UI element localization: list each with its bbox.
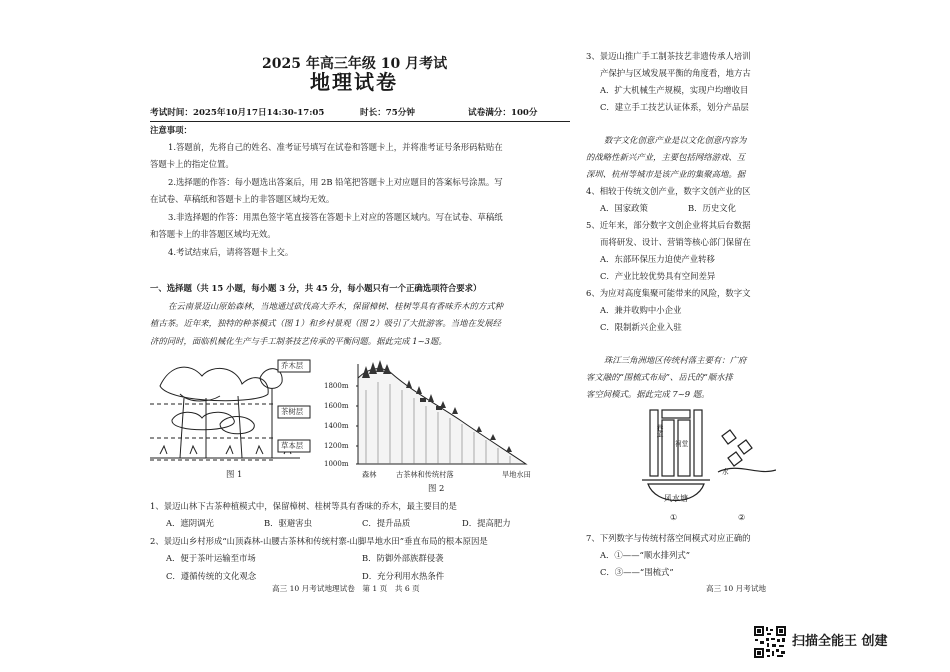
diagram-label-1: ① [670,513,678,522]
figure-2-caption: 图 2 [428,483,445,493]
diagram-label-lane: 巷道 [655,424,663,438]
q1-option-c: C．提升品质 [362,518,411,528]
exam-time: 考试时间：2025年10月17日14:30-17:05 [150,108,325,118]
q2-option-c: C．遵循传统的文化观念 [166,571,257,581]
q7-option-a: A．①——“顺水排列式” [600,550,690,560]
q1-option-d: D．提高肥力 [462,518,511,528]
q5-option-c: C．产业比较优势具有空间差异 [600,271,716,281]
diagram-label-pond: 风水塘 [664,494,688,503]
diagram-label-water: 水 [722,468,729,476]
altitude-label: 1000m [324,460,349,468]
page-footer-right: 高三 10 月考试地 [706,584,767,593]
zone-label-forest: 森林 [362,470,377,479]
question-2-stem: 2、景迈山乡村形成“山顶森林-山腰古茶林和传统村寨-山脚旱地水田”垂直布局的根本原因是 [150,536,488,546]
divider [150,121,570,122]
question-3-line: 产保护与区域发展平衡的角度看，地方古 [600,68,751,78]
question-5-stem: 5、近年来，部分数字文创企业将其后台数据 [586,220,751,230]
village-layout-diagram [642,406,776,510]
altitude-label: 1200m [324,442,349,450]
passage-line: 在云南景迈山原始森林，当地通过砍伐高大乔木，保留樟树、桂树等具有香味乔木的方式种 [168,301,503,311]
passage-3-line: 客空间模式。据此完成 7~9 题。 [586,389,710,399]
zone-label-village: 古茶林和传统村落 [396,470,454,479]
layer-label-grass: 草本层 [281,441,304,450]
question-7-stem: 7、下列数字与传统村落空间模式对应正确的 [586,533,751,543]
layer-label-tree: 乔木层 [281,361,304,370]
notice-heading: 注意事项： [150,125,192,135]
passage-3-line: 客文融的“围梳式布局”、岳氏的“顺水排 [586,372,733,382]
zone-label-fields: 旱地水田 [502,470,531,479]
altitude-label: 1400m [324,422,349,430]
notice-line: 在试卷、草稿纸和答题卡上的非答题区域均无效。 [150,194,335,204]
figure-2-landscape-profile [356,360,528,484]
notice-line: 2.选择题的作答：每小题选出答案后，用 2B 铅笔把答题卡上对应题目的答案标号涂黑。写 [168,177,503,187]
exam-score: 试卷满分：100分 [468,108,538,118]
question-6-stem: 6、为应对高度集聚可能带来的风险，数字文 [586,288,751,298]
q5-option-a: A．东部环保压力迫使产业转移 [600,254,715,264]
notice-line: 和答题卡上的非答题区域均无效。 [150,229,276,239]
q6-option-a: A．兼并收购中小企业 [600,305,682,315]
question-3-line: 3、景迈山推广手工制茶技艺非遗传承人培训 [586,51,751,61]
q4-option-b: B．历史文化 [688,203,737,213]
notice-line: 1.答题前，先将自己的姓名、准考证号填写在试卷和答题卡上，并将准考证号条形码粘贴在 [168,142,503,152]
exam-duration: 时长：75分钟 [360,108,415,118]
qr-code-icon [753,625,787,659]
passage-2-line: 的战略性新兴产业，主要包括网络游戏、互 [586,152,746,162]
figure-1-caption: 图 1 [226,469,243,479]
q1-option-b: B．驱避害虫 [264,518,313,528]
question-1-stem: 1、景迈山林下古茶种植模式中，保留樟树、桂树等具有香味的乔木，最主要目的是 [150,501,457,511]
page-footer-left: 高三 10 月考试地理试卷 第 1 页 共 6 页 [272,584,420,593]
passage-line: 济的同时，面临机械化生产与手工制茶技艺传承的平衡问题。据此完成 1~3题。 [150,336,447,346]
layer-label-tea: 茶树层 [281,407,304,416]
q6-option-c: C．限制新兴企业入驻 [600,322,682,332]
altitude-label: 1800m [324,382,349,390]
passage-2-line: 数字文化创意产业是以文化创意内容为 [604,135,747,145]
diagram-label-hall: 祠堂 [675,440,689,448]
section-heading: 一、选择题（共 15 小题，每小题 3 分，共 45 分，每小题只有一个正确选项符合要求） [150,283,482,293]
subject-title: 地理试卷 [310,70,398,94]
notice-line: 答题卡上的指定位置。 [150,159,234,169]
q7-option-c: C．③——“围梳式” [600,567,674,577]
passage-3-line: 珠江三角洲地区传统村落主要有：广府 [604,355,747,365]
question-3-option: C．建立手工技艺认证体系，划分产品层 [600,102,749,112]
q1-option-a: A．遮阴调光 [166,518,214,528]
right-page [586,40,776,610]
question-5-stem: 而将研发、设计、营销等核心部门保留在 [600,237,751,247]
scanner-brand: 扫描全能王 创建 [792,634,888,649]
q2-option-a: A．便于茶叶运输至市场 [166,553,256,563]
q2-option-b: B．防御外部族群侵袭 [362,553,444,563]
q4-option-a: A．国家政策 [600,203,648,213]
altitude-label: 1600m [324,402,349,410]
diagram-label-2: ② [738,513,746,522]
q2-option-d: D．充分利用水热条件 [362,571,445,581]
exam-title: 2025 年高三年级 10 月考试 [262,56,448,72]
passage-line: 植古茶。近年来，独特的种茶模式（图 1）和乡村景观（图 2）吸引了大批游客。当地在发展经 [150,318,501,328]
question-4-stem: 4、相较于传统文创产业，数字文创产业的区 [586,186,751,196]
notice-line: 4.考试结束后，请将答题卡上交。 [168,247,294,257]
notice-line: 3.非选择题的作答：用黑色签字笔直接答在答题卡上对应的答题区域内。写在试卷、草稿纸 [168,212,503,222]
passage-2-line: 深圳、杭州等城市是该产业的集聚高地。据 [586,169,746,179]
question-3-option: A．扩大机械生产规模，实现户均增收目 [600,85,749,95]
